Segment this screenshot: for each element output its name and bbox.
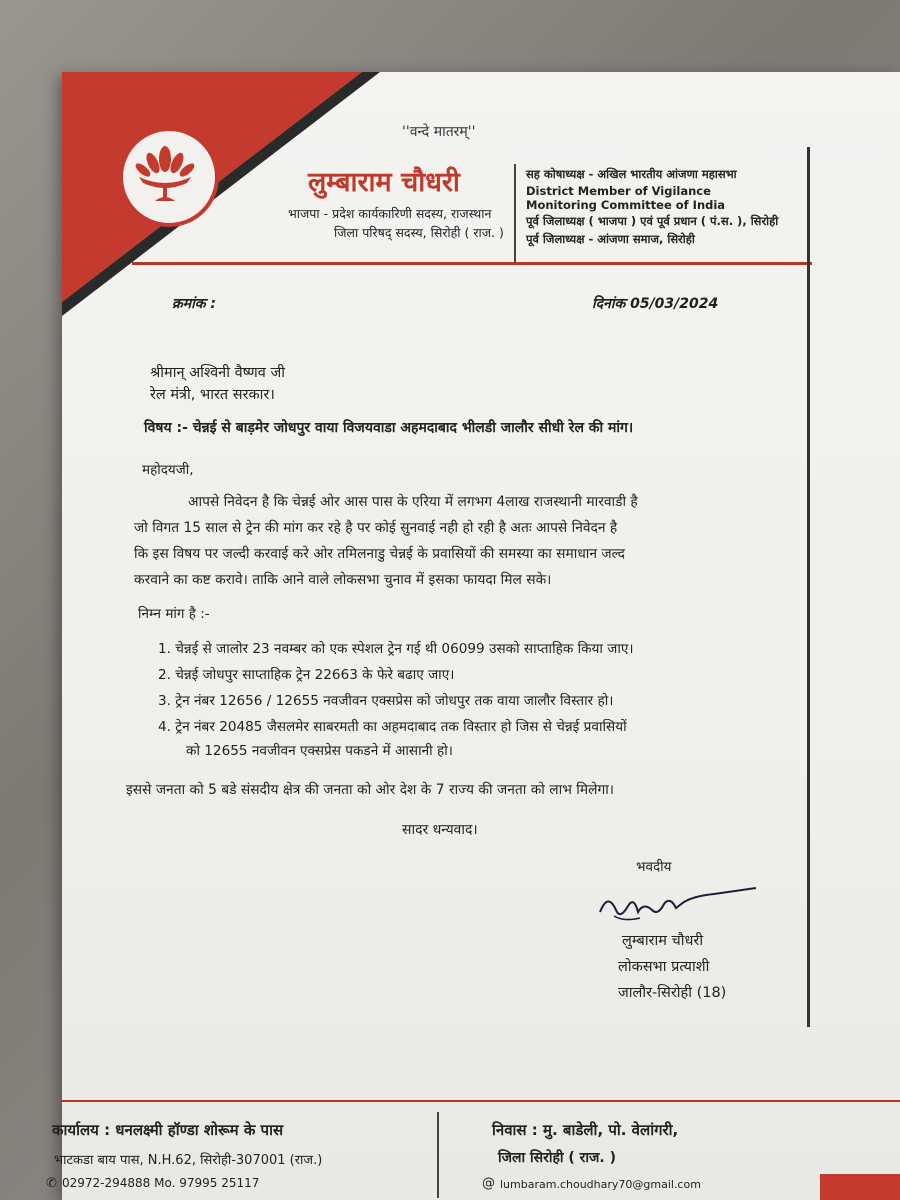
demand-item-3: 3. ट्रेन नंबर 12656 / 12655 नवजीवन एक्सप्रेस को जोधपुर तक वाया जालौर विस्तार हो। [158, 693, 614, 709]
salutation: महोदयजी, [142, 462, 194, 478]
signatory-name: लुम्बाराम चौधरी [622, 933, 704, 949]
demand-item-1: 1. चेन्नई से जालोर 23 नवम्बर को एक स्पेशल ट्रेन गई थी 06099 उसको साप्ताहिक किया जाए। [158, 641, 634, 657]
phone-icon: ✆ [46, 1176, 57, 1191]
subject-line: विषय :- चेन्नई से बाड़मेर जोधपुर वाया विजयवाडा अहमदाबाद भीलडी जालौर सीधी रेल की मांग। [144, 420, 634, 436]
demand-item-4-continued: को 12655 नवजीवन एक्सप्रेस पकडने में आसानी हो। [186, 743, 453, 759]
office-address-line-1: कार्यालय : धनलक्ष्मी हॉण्डा शोरूम के पास [52, 1121, 284, 1139]
closing-word: भवदीय [636, 859, 672, 875]
reference-number-label: क्रमांक : [172, 296, 216, 312]
handwritten-signature [594, 882, 764, 932]
designation-line-2: जिला परिषद् सदस्य, सिरोही ( राज. ) [334, 225, 504, 240]
vande-mataram: ''वन्दे मातरम्'' [402, 124, 476, 140]
designation-line-1: भाजपा - प्रदेश कार्यकारिणी सदस्य, राजस्थान [288, 206, 492, 221]
demand-item-4: 4. ट्रेन नंबर 20485 जैसलमेर साबरमती का अहमदाबाद तक विस्तार हो जिस से चेन्नई प्रवासियों [158, 719, 627, 735]
recipient-name: श्रीमान् अश्विनी वैष्णव जी [150, 365, 285, 381]
body-paragraph-line-1: आपसे निवेदन है कि चेन्नई ओर आस पास के एरिया में लगभग 4लाख राजस्थानी मारवाडी है [188, 494, 638, 510]
office-phone: 02972-294888 Mo. 97995 25117 [62, 1176, 260, 1190]
recipient-title: रेल मंत्री, भारत सरकार। [150, 387, 275, 403]
lotus-logo-icon [119, 127, 219, 227]
header-rule [132, 262, 812, 265]
residence-address-line-2: जिला सिरोही ( राज. ) [498, 1150, 616, 1166]
signatory-constituency: जालौर-सिरोही (18) [618, 985, 727, 1001]
right-designation-1: सह कोषाध्यक्ष - अखिल भारतीय आंजणा महासभा [526, 167, 737, 181]
benefit-statement: इससे जनता को 5 बडे संसदीय क्षेत्र की जनता को ओर देश के 7 राज्य की जनता को लाभ मिलेगा। [126, 782, 615, 798]
demand-item-2: 2. चेन्नई जोधपुर साप्ताहिक ट्रेन 22663 के फेरे बढाए जाए। [158, 667, 455, 683]
footer-red-corner [820, 1174, 900, 1200]
letterhead-paper [46, 72, 900, 1200]
residence-address-line-1: निवास : मु. बाडेली, पो. वेलांगरी, [492, 1121, 679, 1139]
right-designation-3: Monitoring Committee of India [526, 198, 726, 212]
footer-divider [437, 1112, 439, 1198]
right-designation-4: पूर्व जिलाध्यक्ष ( भाजपा ) एवं पूर्व प्रधान ( पं.स. ), सिरोही [526, 214, 779, 228]
office-address-line-2: भाटकडा बाय पास, N.H.62, सिरोही-307001 (राज.) [54, 1153, 323, 1168]
right-designation-2: District Member of Vigilance [526, 184, 711, 198]
thanks-line: सादर धन्यवाद। [402, 822, 478, 838]
signatory-title: लोकसभा प्रत्याशी [618, 959, 710, 975]
sender-name-heading: लुम्बाराम चौधरी [308, 167, 460, 198]
demands-heading: निम्न मांग है :- [138, 606, 210, 622]
header-divider [514, 164, 516, 262]
body-paragraph-line-3: कि इस विषय पर जल्दी करवाई करे ओर तमिलनाडु चेन्नई के प्रवासियों की समस्या का समाधान जल्द [134, 546, 625, 562]
email-address[interactable]: lumbaram.choudhary70@gmail.com [500, 1178, 701, 1191]
right-margin-rule [807, 147, 810, 1027]
email-icon: @ [482, 1176, 495, 1191]
letter-date: दिनांक 05/03/2024 [592, 296, 719, 312]
body-paragraph-line-2: जो विगत 15 साल से ट्रेन की मांग कर रहे है पर कोई सुनवाई नही हो रही है अतः आपसे निवेदन है [134, 520, 618, 536]
body-paragraph-line-4: करवाने का कष्ट करावे। ताकि आने वाले लोकसभा चुनाव में इसका फायदा मिल सके। [134, 572, 552, 588]
footer-rule [62, 1100, 900, 1102]
right-designation-5: पूर्व जिलाध्यक्ष - आंजणा समाज, सिरोही [526, 232, 695, 246]
